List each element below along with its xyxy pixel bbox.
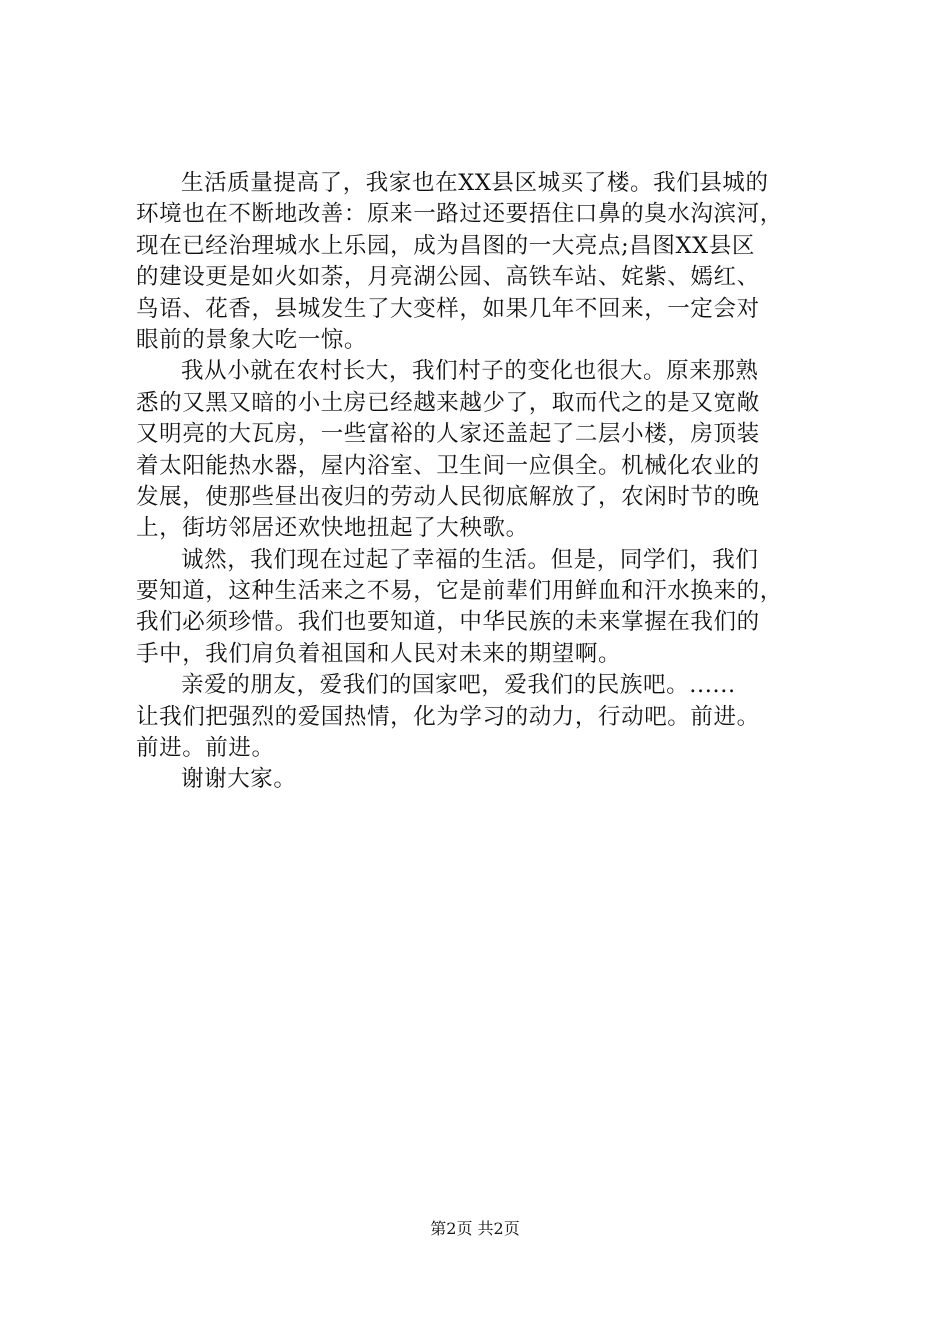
text-line: 悉的又黑又暗的小土房已经越来越少了，取而代之的是又宽敞 bbox=[136, 389, 760, 416]
text-line: 着太阳能热水器，屋内浴室、卫生间一应俱全。机械化农业的 bbox=[136, 452, 760, 479]
text-line: 的建设更是如火如荼，月亮湖公园、高铁车站、姹紫、嫣红、 bbox=[136, 264, 760, 291]
text-line: 我们必须珍惜。我们也要知道，中华民族的未来掌握在我们的 bbox=[136, 609, 760, 636]
text-line: 亲爱的朋友，爱我们的国家吧，爱我们的民族吧。...... bbox=[181, 672, 736, 699]
paragraph-city-changes bbox=[136, 168, 836, 356]
text-line: 我从小就在农村长大，我们村子的变化也很大。原来那熟 bbox=[181, 358, 759, 385]
text-line: 诚然，我们现在过起了幸福的生活。但是，同学们，我们 bbox=[181, 546, 759, 573]
text-line: 让我们把强烈的爱国热情，化为学习的动力，行动吧。前进。 bbox=[136, 703, 760, 730]
paragraph-cherish-life bbox=[136, 545, 836, 671]
text-line: 又明亮的大瓦房，一些富裕的人家还盖起了二层小楼，房顶装 bbox=[136, 421, 760, 448]
text-line: 手中，我们肩负着祖国和人民对未来的期望啊。 bbox=[136, 640, 622, 667]
text-line: 现在已经治理城水上乐园，成为昌图的一大亮点;昌图XX县区 bbox=[136, 232, 755, 259]
document-body bbox=[136, 168, 836, 796]
text-line: 发展，使那些昼出夜归的劳动人民彻底解放了，农闲时节的晚 bbox=[136, 483, 760, 510]
text-line: 环境也在不断地改善：原来一路过还要捂住口鼻的臭水沟滨河， bbox=[136, 201, 783, 228]
page-number-footer: 第2页 共2页 bbox=[430, 1219, 520, 1238]
text-line: 上，街坊邻居还欢快地扭起了大秧歌。 bbox=[136, 515, 529, 542]
text-line: 要知道，这种生活来之不易，它是前辈们用鲜血和汗水换来的， bbox=[136, 578, 783, 605]
paragraph-village-changes bbox=[136, 356, 836, 544]
paragraph-thanks bbox=[136, 764, 836, 795]
text-line: 生活质量提高了，我家也在XX县区城买了楼。我们县城的 bbox=[181, 170, 769, 196]
text-line: 前进。前进。 bbox=[136, 735, 275, 762]
paragraph-call-to-action bbox=[136, 670, 836, 764]
text-line: 谢谢大家。 bbox=[181, 766, 297, 793]
text-line: 鸟语、花香，县城发生了大变样，如果几年不回来，一定会对 bbox=[136, 295, 760, 322]
text-line: 眼前的景象大吃一惊。 bbox=[136, 326, 368, 353]
